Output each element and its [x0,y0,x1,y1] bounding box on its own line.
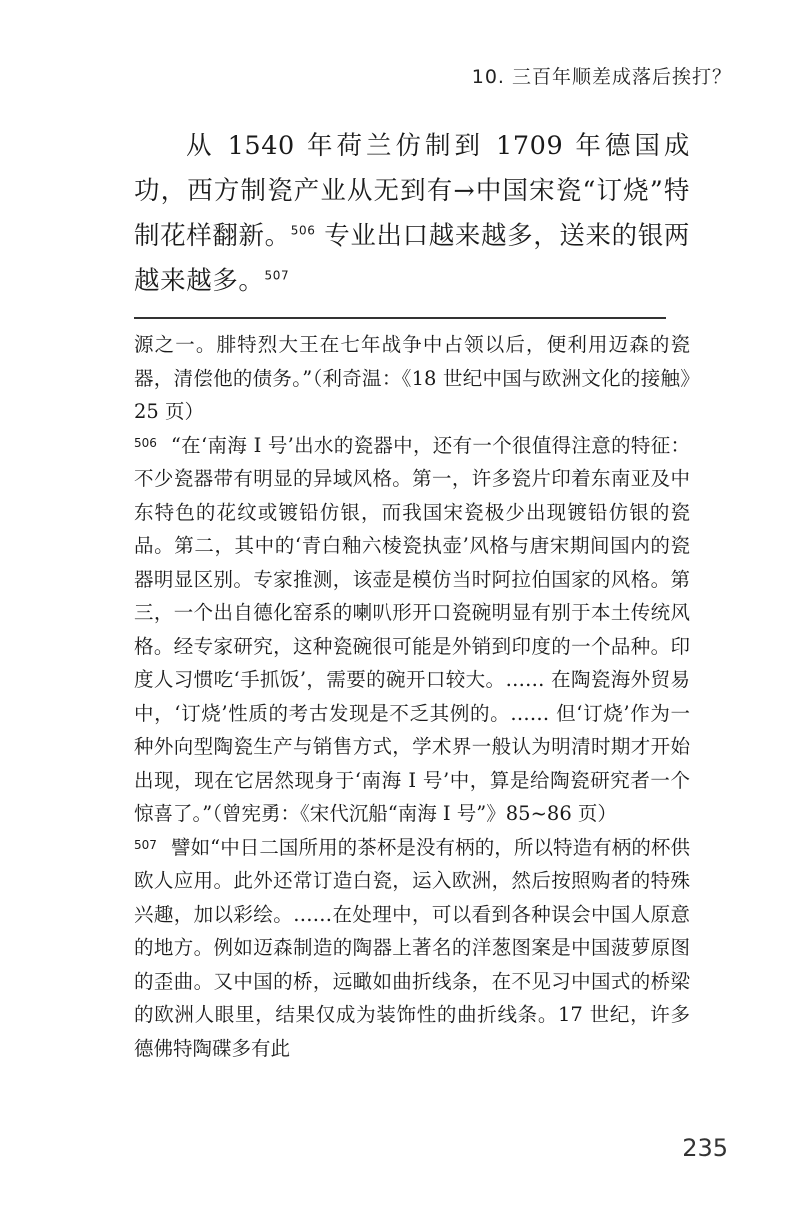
footnote-continued: 源之一。腓特烈大王在七年战争中占领以后，便利用迈森的瓷器，清偿他的债务。”（利奇温：《18 世纪中国与欧洲文化的接触》25 页） [134,333,690,423]
footnote-ref-507[interactable]: 507 [264,268,290,283]
footnote-ref-506[interactable]: 506 [290,223,316,238]
footnote-506 [134,429,690,831]
main-paragraph-text-2: 专业出口越来越多，送来的银两越来越多。 [134,221,691,296]
running-header: 10. 三百年顺差成落后挨打？ [471,66,732,88]
main-paragraph-text-1: 从 1540 年荷兰仿制到 1709 年德国成功，西方制瓷产业从无到有→中国宋瓷“订烧”特制花样翻新。 [134,131,690,251]
page-number: 235 [682,1134,728,1162]
footnote-text: 譬如“中日二国所用的茶杯是没有柄的，所以特造有柄的杯供欧人应用。此外还常订造白瓷，运入欧洲，然后按照购者的特殊兴趣，加以彩绘。……在处理中，可以看到各种误会中国人原意的地方。例如迈森制造的陶器上著名的洋葱图案是中国菠萝原图的歪曲。又中国的桥，远瞰如曲折线条，在不见习中国式的桥梁的欧洲人眼里，结果仅成为装饰性的曲折线条。17 世纪，许多德佛特陶碟多有此 [134,835,690,1060]
footnote-number: 506 [134,435,157,450]
footnote-text: “在‘南海 I 号’出水的瓷器中，还有一个很值得注意的特征：不少瓷器带有明显的异域风格。第一，许多瓷片印着东南亚及中东特色的花纹或镀铅仿银，而我国宋瓷极少出现镀铅仿银的瓷品。第二，其中的‘青白釉六棱瓷执壶’风格与唐宋期间国内的瓷器明显区别。专家推测，该壶是模仿当时阿拉伯国家的风格。第三，一个出自德化窑系的喇叭形开口瓷碗明显有别于本土传统风格。经专家研究，这种瓷碗很可能是外销到印度的一个品种。印度人习惯吃‘手抓饭’，需要的碗开口较大。…… 在陶瓷海外贸易中，‘订烧’性质的考古发现是不乏其例的。…… 但‘订烧’作为一种外向型陶瓷生产与销售方式，学术界一般认为明清时期才开始出现，现在它居然现身于‘南海 I 号’中，算是给陶瓷研究者一个惊喜了。”（曾宪勇：《宋代沉船“南海 I 号”》85~86 页） [134,433,690,825]
footnotes-section [134,328,690,1065]
main-paragraph [134,124,690,304]
footnote-number: 507 [134,837,157,852]
footnote-507 [134,831,690,1066]
footnote-divider [134,317,666,319]
